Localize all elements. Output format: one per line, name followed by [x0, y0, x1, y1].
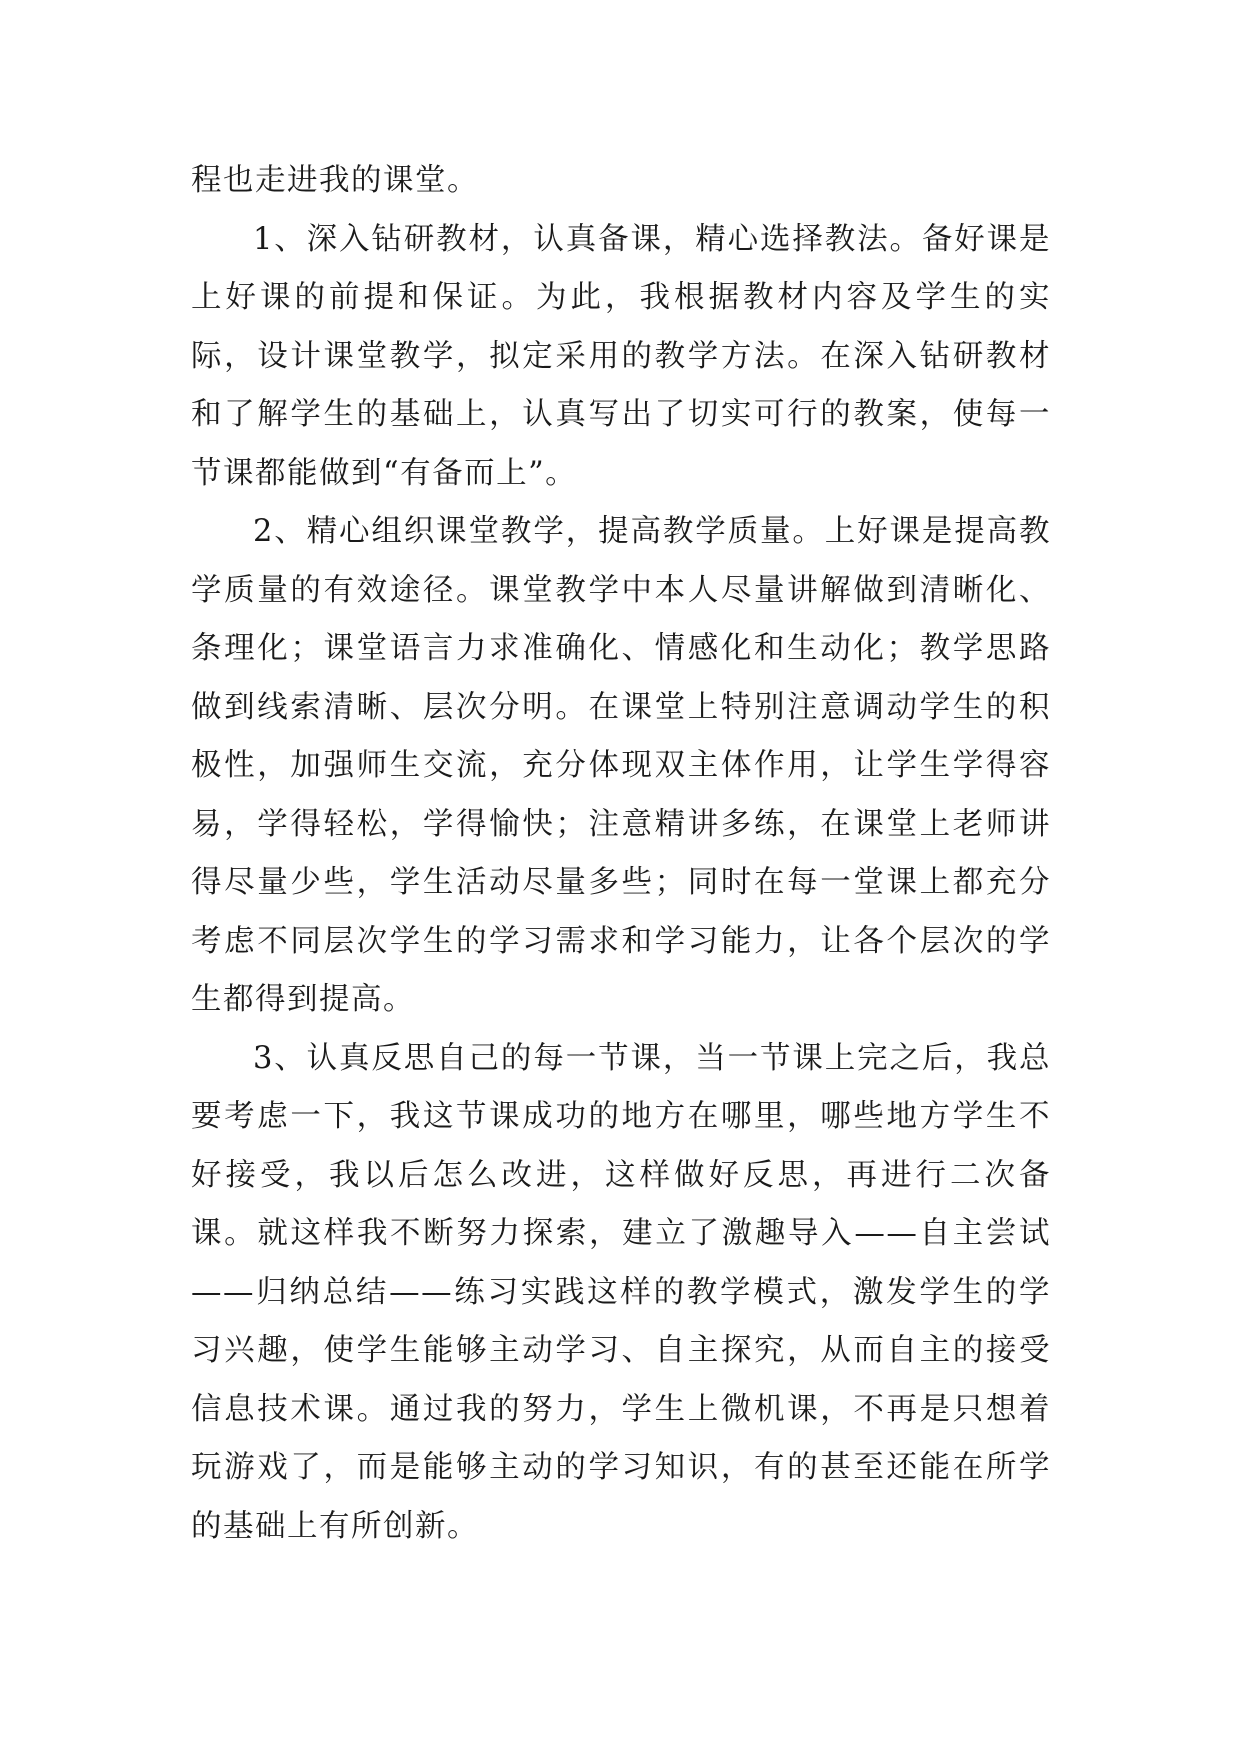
paragraph-item-2: 2、精心组织课堂教学，提高教学质量。上好课是提高教学质量的有效途径。课堂教学中本人尽量讲解做到清晰化、条理化；课堂语言力求准确化、情感化和生动化；教学思路做到线索清晰、层次分明。在课堂上特别注意调动学生的积极性，加强师生交流，充分体现双主体作用，让学生学得容易，学得轻松，学得愉快；注意精讲多练，在课堂上老师讲得尽量少些，学生活动尽量多些；同时在每一堂课上都充分考虑不同层次学生的学习需求和学习能力，让各个层次的学生都得到提高。 — [191, 514, 1051, 1017]
paragraph-continuation: 程也走进我的课堂。 — [191, 163, 479, 198]
paragraph-item-1: 1、深入钻研教材，认真备课，精心选择教法。备好课是上好课的前提和保证。为此，我根据教材内容及学生的实际，设计课堂教学，拟定采用的教学方法。在深入钻研教材和了解学生的基础上，认真写出了切实可行的教案，使每一节课都能做到“有备而上”。 — [191, 221, 1051, 491]
paragraph-item-3: 3、认真反思自己的每一节课，当一节课上完之后，我总要考虑一下，我这节课成功的地方在哪里，哪些地方学生不好接受，我以后怎么改进，这样做好反思，再进行二次备课。就这样我不断努力探索，建立了激趣导入——自主尝试——归纳总结——练习实践这样的教学模式，激发学生的学习兴趣，使学生能够主动学习、自主探究，从而自主的接受信息技术课。通过我的努力，学生上微机课，不再是只想着玩游戏了，而是能够主动的学习知识，有的甚至还能在所学的基础上有所创新。 — [191, 1040, 1051, 1544]
document-body — [191, 152, 1051, 1556]
